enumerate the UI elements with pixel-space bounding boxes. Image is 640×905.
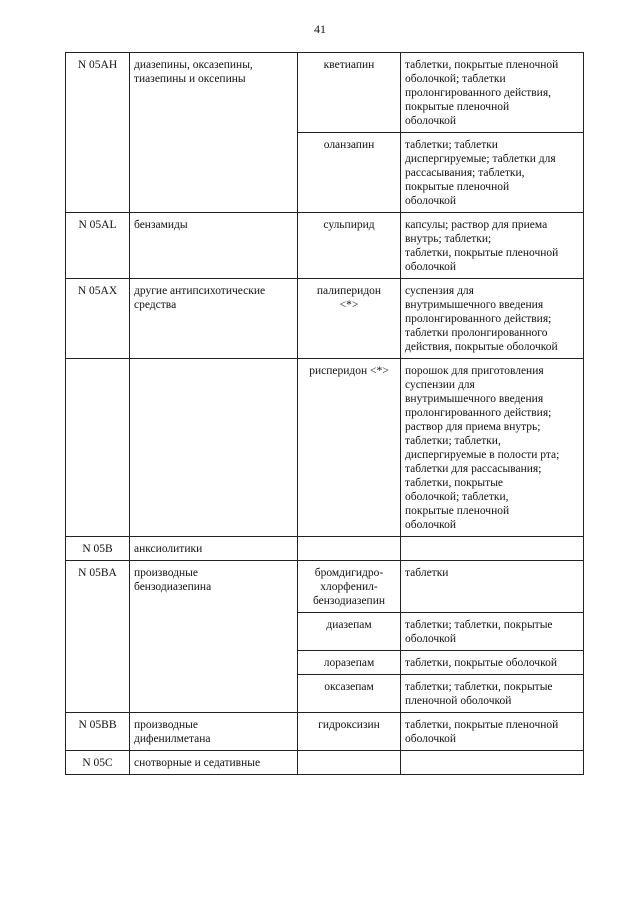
- drug-group-cell: [130, 537, 298, 561]
- dosage-form-line: оболочкой: [405, 261, 457, 273]
- dosage-form-cell: [401, 133, 584, 213]
- dosage-form-line: таблетки, покрытые: [405, 477, 504, 489]
- drug-name-line: оксазепам: [324, 681, 374, 693]
- drug-group-line: тиазепины и оксепины: [134, 73, 246, 85]
- drug-name-cell: [298, 213, 401, 279]
- table-row: [66, 561, 584, 613]
- dosage-form-line: таблетки; таблетки: [405, 139, 498, 151]
- atc-code-cell: N 05BA: [66, 561, 130, 713]
- drug-group-line: средства: [134, 299, 177, 311]
- table-row: [66, 537, 584, 561]
- dosage-form-line: внутрь; таблетки;: [405, 233, 492, 245]
- atc-code-cell: N 05BB: [66, 713, 130, 751]
- table-row: [66, 359, 584, 537]
- dosage-form-line: таблетки; таблетки, покрытые: [405, 619, 553, 631]
- drug-name-cell: [298, 53, 401, 133]
- atc-code-cell: N 05B: [66, 537, 130, 561]
- drug-classification-table: [65, 52, 584, 775]
- dosage-form-cell: [401, 713, 584, 751]
- dosage-form-line: диспергируемые; таблетки для: [405, 153, 556, 165]
- dosage-form-line: покрытые пленочной: [405, 505, 510, 517]
- drug-name-cell: [298, 279, 401, 359]
- dosage-form-line: оболочкой; таблетки,: [405, 491, 509, 503]
- drug-name-cell: [298, 537, 401, 561]
- drug-name-line: гидроксизин: [318, 719, 380, 731]
- drug-name-line: лоразепам: [323, 657, 375, 669]
- dosage-form-line: капсулы; раствор для приема: [405, 219, 548, 231]
- dosage-form-line: таблетки: [405, 567, 449, 579]
- dosage-form-line: пролонгированного действия;: [405, 407, 552, 419]
- dosage-form-line: таблетки, покрытые пленочной: [405, 59, 559, 71]
- drug-group-cell: [130, 713, 298, 751]
- drug-name-line: <*>: [339, 299, 359, 311]
- dosage-form-line: пленочной оболочкой: [405, 695, 512, 707]
- drug-group-cell: [130, 561, 298, 713]
- dosage-form-line: оболочкой: [405, 195, 457, 207]
- drug-name-cell: [298, 133, 401, 213]
- atc-code-cell: N 05AX: [66, 279, 130, 359]
- dosage-form-line: оболочкой; таблетки: [405, 73, 506, 85]
- dosage-form-cell: [401, 651, 584, 675]
- atc-code-cell: N 05C: [66, 751, 130, 775]
- dosage-form-line: суспензия для: [405, 285, 474, 297]
- dosage-form-line: внутримышечного введения: [405, 393, 544, 405]
- drug-name-cell: [298, 751, 401, 775]
- dosage-form-line: покрытые пленочной: [405, 181, 510, 193]
- drug-group-line: снотворные и седативные: [134, 757, 261, 769]
- dosage-form-cell: [401, 279, 584, 359]
- table-row: [66, 213, 584, 279]
- dosage-form-cell: [401, 53, 584, 133]
- dosage-form-line: действия, покрытые оболочкой: [405, 341, 558, 353]
- drug-group-line: бензамиды: [134, 219, 188, 231]
- drug-group-cell: [130, 751, 298, 775]
- drug-name-line: диазепам: [326, 619, 372, 631]
- dosage-form-line: пролонгированного действия;: [405, 313, 552, 325]
- dosage-form-line: таблетки; таблетки,: [405, 435, 501, 447]
- drug-group-cell: [130, 213, 298, 279]
- dosage-form-line: таблетки, покрытые пленочной: [405, 719, 559, 731]
- drug-name-line: сульпирид: [323, 219, 375, 231]
- drug-name-line: оланзапин: [323, 139, 375, 151]
- table-body: [66, 53, 584, 775]
- drug-name-cell: [298, 561, 401, 613]
- drug-name-cell: [298, 651, 401, 675]
- drug-name-line: кветиапин: [323, 59, 375, 71]
- dosage-form-line: оболочкой: [405, 733, 457, 745]
- dosage-form-line: внутримышечного введения: [405, 299, 544, 311]
- table-row: [66, 53, 584, 133]
- drug-group-line: бензодиазепина: [134, 581, 212, 593]
- dosage-form-line: таблетки, покрытые пленочной: [405, 247, 559, 259]
- dosage-form-cell: [401, 561, 584, 613]
- dosage-form-cell: [401, 213, 584, 279]
- drug-group-line: производные: [134, 719, 198, 731]
- dosage-form-line: диспергируемые в полости рта;: [405, 449, 560, 461]
- dosage-form-line: оболочкой: [405, 519, 457, 531]
- drug-name-line: бензодиазепин: [312, 595, 386, 607]
- dosage-form-line: покрытые пленочной: [405, 101, 510, 113]
- dosage-form-cell: [401, 359, 584, 537]
- drug-name-line: рисперидон <*>: [309, 365, 389, 377]
- drug-group-line: другие антипсихотические: [134, 285, 266, 297]
- drug-name-line: палиперидон: [316, 285, 382, 297]
- dosage-form-line: таблетки для рассасывания;: [405, 463, 542, 475]
- atc-code-cell: N 05AH: [66, 53, 130, 213]
- dosage-form-line: таблетки, покрытые оболочкой: [405, 657, 557, 669]
- drug-name-cell: [298, 613, 401, 651]
- drug-group-line: производные: [134, 567, 198, 579]
- dosage-form-line: оболочкой: [405, 633, 457, 645]
- drug-group-line: анксиолитики: [134, 543, 203, 555]
- dosage-form-line: пролонгированного действия,: [405, 87, 552, 99]
- dosage-form-line: раствор для приема внутрь;: [405, 421, 541, 433]
- dosage-form-line: таблетки; таблетки, покрытые: [405, 681, 553, 693]
- drug-group-cell: [130, 53, 298, 213]
- atc-code-cell: [66, 359, 130, 537]
- dosage-form-line: таблетки пролонгированного: [405, 327, 548, 339]
- drug-name-cell: [298, 713, 401, 751]
- drug-name-line: хлорфенил-: [320, 581, 378, 593]
- atc-code-cell: N 05AL: [66, 213, 130, 279]
- drug-group-cell: [130, 359, 298, 537]
- drug-group-line: дифенилметана: [134, 733, 211, 745]
- dosage-form-cell: [401, 537, 584, 561]
- table-row: [66, 713, 584, 751]
- dosage-form-cell: [401, 613, 584, 651]
- drug-group-cell: [130, 279, 298, 359]
- drug-name-cell: [298, 675, 401, 713]
- page-number: 41: [314, 22, 326, 36]
- table-row: [66, 751, 584, 775]
- dosage-form-line: рассасывания; таблетки,: [405, 167, 525, 179]
- drug-name-line: бромдигидро-: [314, 567, 384, 579]
- dosage-form-cell: [401, 751, 584, 775]
- dosage-form-cell: [401, 675, 584, 713]
- drug-group-line: диазепины, оксазепины,: [134, 59, 253, 71]
- dosage-form-line: порошок для приготовления: [405, 365, 544, 377]
- dosage-form-line: оболочкой: [405, 115, 457, 127]
- dosage-form-line: суспензии для: [405, 379, 475, 391]
- table-row: [66, 279, 584, 359]
- drug-name-cell: [298, 359, 401, 537]
